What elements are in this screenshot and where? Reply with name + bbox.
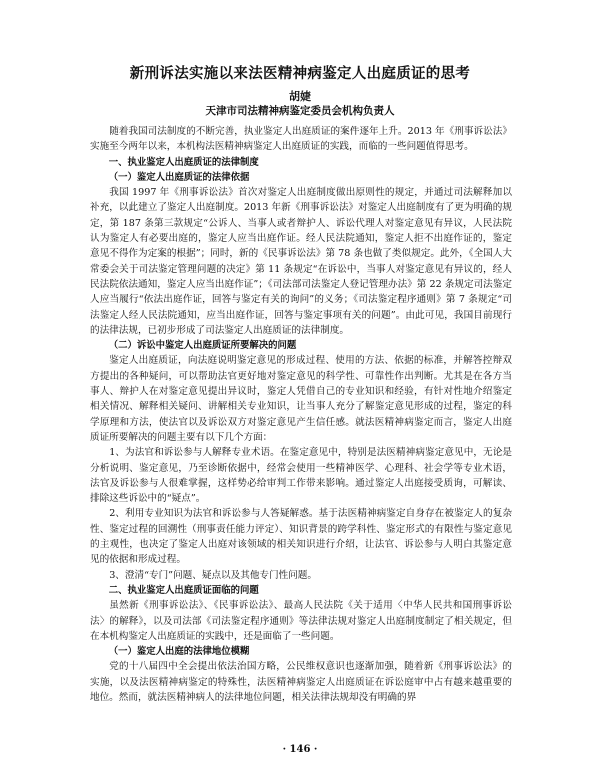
- subsection-heading-1-1: （一）鉴定人出庭质证的法律依据: [108, 171, 250, 183]
- body-paragraph: 我国 1997 年《刑事诉讼法》首次对鉴定人出庭制度做出原则性的规定，并通过司法解释加以补充，以此建立了鉴定人出庭制度。2013 年新《刑事诉讼法》对鉴定人出庭制度有了更为明确的规定，第 187 条第三款规定“公诉人、当事人或者辩护人、诉讼代理人对鉴定意见有异议，人民法院认为鉴定人有必要出庭的，鉴定人应当出庭作证。经人民法院通知，鉴定人拒不出庭作证的，鉴定意见不得作为定案的根据”；同时，新的《民事诉讼法》第 78 条也做了类似规定。此外，《全国人大常委会关于司法鉴定管理问题的决定》第 11 条规定“在诉讼中，当事人对鉴定意见有异议的，经人民法院依法通知，鉴定人应当出庭作证”；《司法部司法鉴定人登记管理办法》第 22 条规定司法鉴定人应当履行“依法出庭作证，回答与鉴定有关的询问”的义务；《司法鉴定程序通则》第 7 条规定“司法鉴定人经人民法院通知，应当出庭作证，回答与鉴定事项有关的问题”。由此可见，我国目前现行的法律法规，已初步形成了司法鉴定人出庭质证的法律制度。: [90, 187, 512, 336]
- intro-paragraph: 随着我国司法制度的不断完善，执业鉴定人出庭质证的案件逐年上升。2013 年《刑事诉讼法》实施至今两年以来，本机构法医精神病鉴定人出庭质证的实践，而临的一些问题值得思考。: [90, 126, 512, 153]
- body-paragraph: 党的十八届四中全会提出依法治国方略，公民维权意识也逐渐加强，随着新《刑事诉讼法》的实施，以及法医精神病鉴定的特殊性，法医精神病鉴定人出庭质证在诉讼庭审中占有越来越重要的地位。然而，就法医精神病人的法律地位问题，相关法律法规却没有明确的界: [90, 661, 512, 703]
- paper-title: 新刑诉法实施以来法医精神病鉴定人出庭质证的思考: [129, 66, 471, 82]
- section-heading-1: 一、执业鉴定人出庭质证的法律制度: [108, 156, 259, 168]
- list-item-3: 3、澄清“专门”问题、疑点以及其他专门性问题。: [109, 569, 317, 581]
- author-name: 胡婕: [289, 90, 311, 103]
- subsection-heading-1-2: （二）诉讼中鉴定人出庭质证所要解决的问题: [108, 340, 297, 352]
- section-heading-2: 二、执业鉴定人出庭质证面临的问题: [108, 584, 259, 596]
- article-body: [90, 124, 512, 705]
- list-item-1: 1、为法官和诉讼参与人解释专业术语。在鉴定意见中，特别是法医精神病鉴定意见中，无论是分析说明、鉴定意见，乃至诊断依据中，经常会使用一些精神医学、心理科、社会学等专业术语，法官及诉讼参与人很难掌握，这样势必给审判工作带来影响。通过鉴定人出庭接受质询，可解读、排除这些诉讼中的“疑点”。: [90, 447, 512, 505]
- body-paragraph: 鉴定人出庭质证，向法庭说明鉴定意见的形成过程、使用的方法、依据的标准，并解答控辩双方提出的各种疑问，可以帮助法官更好地对鉴定意见的科学性、可靠性作出判断。尤其是在各方当事人、辩护人在对鉴定意见提出异议时，鉴定人凭借自己的专业知识和经验，有针对性地介绍鉴定相关情况、解释相关疑问、讲解相关专业知识，让当事人充分了解鉴定意见形成的过程，鉴定的科学原理和方法，使法官以及诉讼双方对鉴定意见产生信任感。就法医精神病鉴定而言，鉴定人出庭质证所要解决的问题主要有以下几个方面：: [90, 355, 512, 443]
- list-item-2: 2、利用专业知识为法官和诉讼参与人答疑解惑。基于法医精神病鉴定自身存在被鉴定人的复杂性、鉴定过程的回溯性（刑事责任能力评定）、知识背景的跨学科性、鉴定形式的有限性与鉴定意见的主观性，也决定了鉴定人出庭对该领域的相关知识进行介绍，让法官、诉讼参与人明白其鉴定意见的依据和形成过程。: [90, 508, 512, 566]
- body-paragraph: 虽然新《刑事诉讼法》、《民事诉讼法》、最高人民法院《关于适用〈中华人民共和国刑事诉讼法〉的解释》，以及司法部《司法鉴定程序通则》等法律法规对鉴定人出庭制度制定了相关规定，但在本机构鉴定人出庭质证的实践中，还是面临了一些问题。: [90, 600, 512, 642]
- author-affiliation: 天津市司法精神病鉴定委员会机构负责人: [205, 105, 395, 117]
- subsection-heading-2-1: （一）鉴定人出庭的法律地位模糊: [108, 646, 250, 658]
- page-number: · 146 ·: [282, 744, 318, 755]
